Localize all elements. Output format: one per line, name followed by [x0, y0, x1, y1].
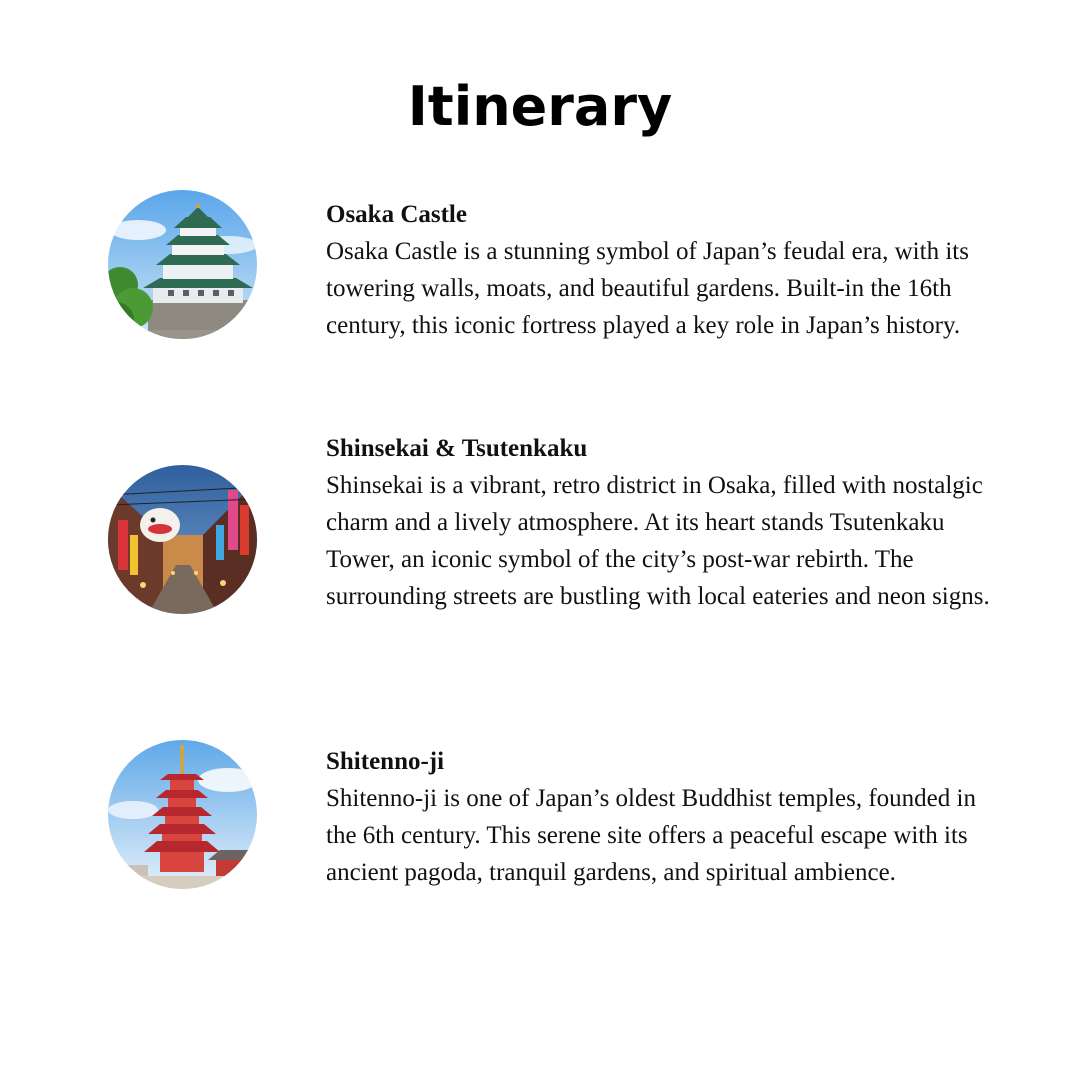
osaka-castle-photo: [108, 190, 257, 339]
item-description: Shinsekai is a vibrant, retro district in Osaka, filled with nostalgic charm and a lively atmosphere. At its heart stands Tsutenkaku Tower, an iconic symbol of the city’s post-war rebirth. The surrounding streets are bustling with local eateries and neon signs.: [326, 472, 990, 610]
shinsekai-street-photo: [108, 465, 257, 614]
page-title: Itinerary: [407, 75, 673, 138]
shitennoji-pagoda-photo: [108, 740, 257, 889]
item-description: Osaka Castle is a stunning symbol of Japan’s feudal era, with its towering walls, moats, and beautiful gardens. Built-in the 16th century, this iconic fortress played a key role in Japan’s history.: [326, 238, 969, 339]
item-title: Osaka Castle: [326, 201, 467, 228]
item-title: Shinsekai & Tsutenkaku: [326, 435, 588, 462]
item-title: Shitenno-ji: [326, 748, 445, 775]
item-description: Shitenno-ji is one of Japan’s oldest Buddhist temples, founded in the 6th century. This serene site offers a peaceful escape with its ancient pagoda, tranquil gardens, and spiritual ambience.: [326, 785, 976, 886]
